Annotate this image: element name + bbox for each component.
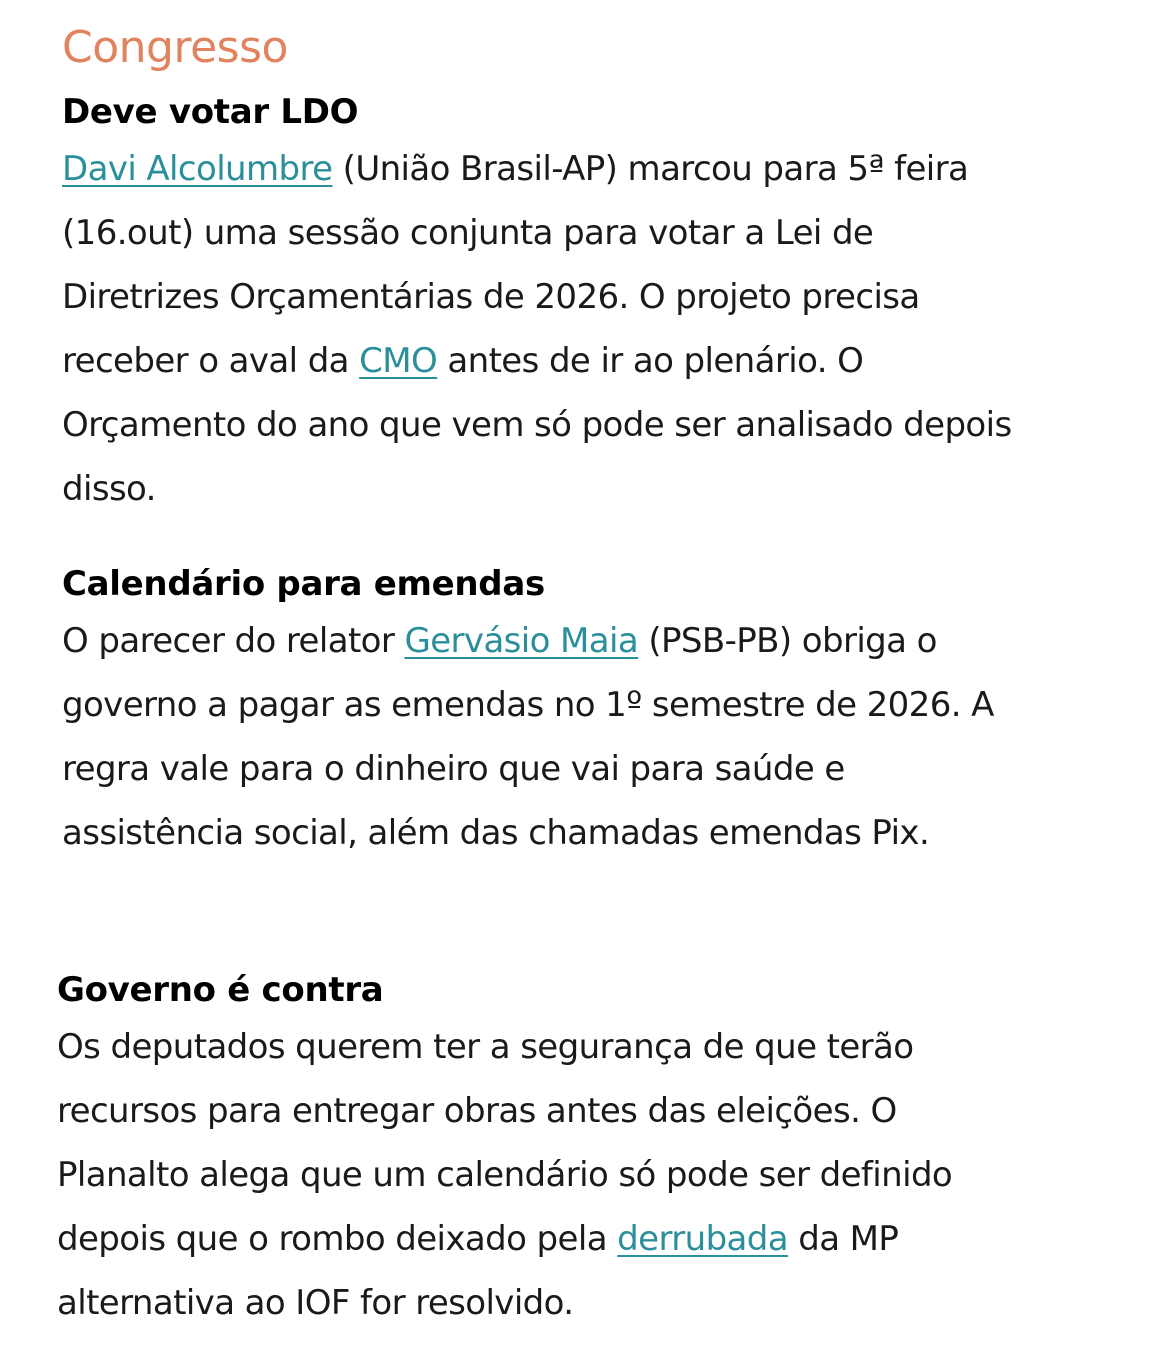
body-line [62,609,1142,673]
body-line: (16.out) uma sessão conjunta para votar a Lei de [62,213,874,253]
news-item-governo [57,965,1137,1335]
news-item-heading: Governo é contra [57,970,384,1010]
body-line: alternativa ao IOF for resolvido. [57,1283,574,1323]
body-line: Diretrizes Orçamentárias de 2026. O projeto precisa [62,277,920,317]
body-line: governo a pagar as emendas no 1º semestre de 2026. A [62,685,994,725]
body-text: (União Brasil-AP) marcou para 5ª feira [332,149,969,189]
body-text: antes de ir ao plenário. O [437,341,864,381]
body-line: Planalto alega que um calendário só pode ser definido [57,1155,953,1195]
news-item-heading: Deve votar LDO [62,92,359,132]
body-line: disso. [62,469,156,509]
body-text: O parecer do relator [62,621,405,661]
body-text: depois que o rombo deixado pela [57,1219,618,1259]
section-title: Congresso [62,22,288,73]
body-line: recursos para entregar obras antes das eleições. O [57,1091,897,1131]
body-line [62,137,1142,201]
body-line: Orçamento do ano que vem só pode ser analisado depois [62,405,1012,445]
news-item-body [62,137,1142,521]
body-text: da MP [788,1219,899,1259]
body-line [57,1207,1137,1271]
news-item-body [62,609,1142,865]
body-line [62,329,1142,393]
link-davi-alcolumbre[interactable]: Davi Alcolumbre [62,149,333,189]
link-gervasio-maia[interactable]: Gervásio Maia [404,621,639,661]
body-text: receber o aval da [62,341,360,381]
link-cmo[interactable]: CMO [359,341,438,381]
link-derrubada[interactable]: derrubada [617,1219,788,1259]
news-item-body [57,1015,1137,1335]
body-line: Os deputados querem ter a segurança de que terão [57,1027,914,1067]
news-item-heading: Calendário para emendas [62,564,545,604]
body-line: regra vale para o dinheiro que vai para saúde e [62,749,845,789]
news-item-emendas [62,559,1142,865]
news-item-ldo [62,87,1142,521]
body-text: (PSB-PB) obriga o [638,621,937,661]
body-line: assistência social, além das chamadas emendas Pix. [62,813,930,853]
